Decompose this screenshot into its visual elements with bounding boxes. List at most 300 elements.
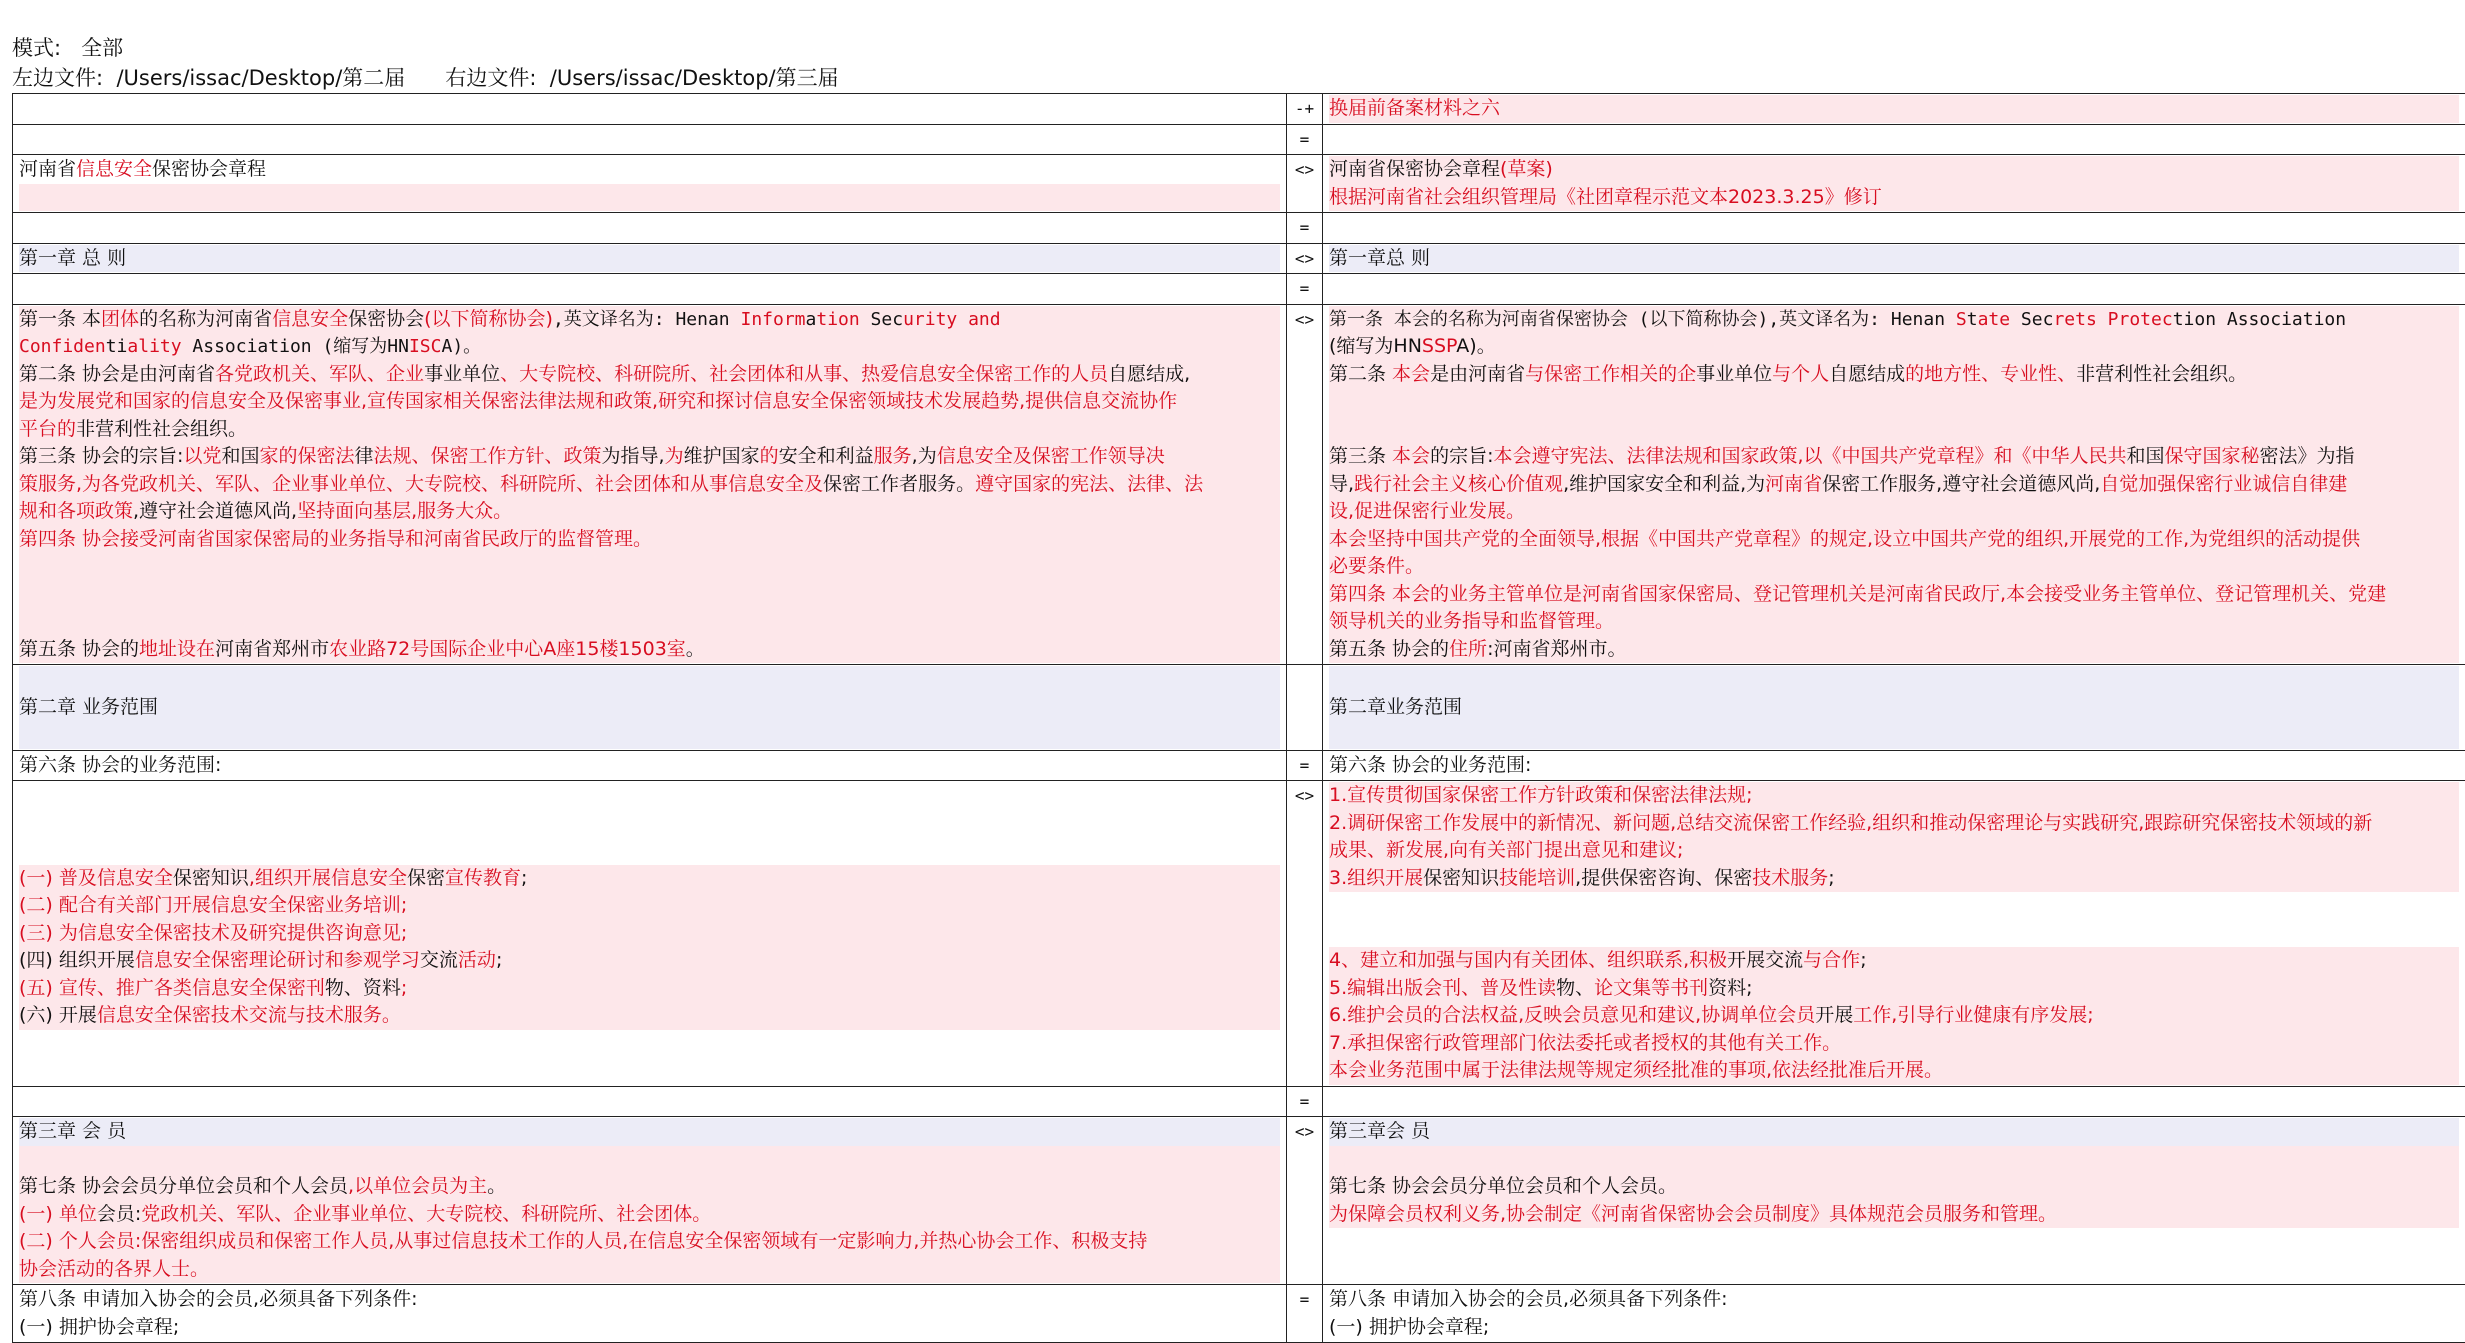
changed-text: 3.组织开展: [1329, 867, 1423, 889]
text-segment: 会员:: [97, 1203, 141, 1225]
left-line: [19, 666, 1280, 694]
text-segment: 第三条 协会的宗旨:: [19, 445, 183, 467]
left-line: [19, 975, 1280, 1003]
right-cell: [1323, 274, 2465, 305]
text-segment: 第一条 本会的名称为河南省保密协会 (以下简称协会),英文译名为: Henan: [1329, 309, 1956, 330]
changed-text: 本会遵守宪法、法律法规和国家政策,以《中国共产党章程》和《中华人民共: [1493, 445, 2126, 467]
changed-text: 规和各项政策: [19, 500, 133, 522]
text-segment: 保密工作服务,遵守社会道德风尚,: [1822, 473, 2100, 495]
changed-text: 信息安全保密理论研讨和参观学习: [135, 949, 420, 971]
changed-text: 协会活动的各界人士。: [19, 1258, 209, 1280]
changed-text: 与合作: [1803, 949, 1860, 971]
text-segment: (缩写为HN: [1329, 335, 1422, 357]
changed-text: 工作,引导行业健康有序发展;: [1853, 1004, 2093, 1026]
left-line: [19, 782, 1280, 810]
changed-text: 4、建立和加强与国内有关团体、组织: [1329, 949, 1645, 971]
left-line: [19, 526, 1280, 554]
text-segment: 第七条 协会会员分单位会员和个人会员。: [1329, 1175, 1677, 1197]
right-line: [1329, 837, 2459, 865]
text-segment: a: [806, 309, 817, 330]
text-segment: 保密知识: [1423, 867, 1499, 889]
changed-text: 技能培训: [1499, 867, 1575, 889]
diff-marker[interactable]: <>: [1287, 781, 1323, 1087]
changed-text: 党政机关、军队、企业事业单位、大专院校、科研院所、社会团体。: [141, 1203, 711, 1225]
text-segment: 第三章会 员: [1329, 1120, 1430, 1142]
right-line: [1329, 752, 2459, 780]
left-line: [19, 1030, 1280, 1058]
right-cell: [1323, 781, 2465, 1087]
diff-row[interactable]: [13, 155, 2465, 213]
left-cell: [13, 1086, 1287, 1117]
text-segment: t: [1967, 309, 1978, 330]
right-line: [1329, 126, 2459, 154]
text-segment: (一) 拥护协会章程;: [1329, 1316, 1489, 1338]
changed-text: 住所: [1449, 638, 1487, 660]
right-line: [1329, 892, 2459, 920]
left-line: [19, 498, 1280, 526]
diff-row[interactable]: [13, 1117, 2465, 1285]
file-paths-header: [12, 62, 839, 92]
left-line: [19, 443, 1280, 471]
left-line: [19, 416, 1280, 444]
right-cell: [1323, 1285, 2465, 1343]
right-line: [1329, 498, 2459, 526]
right-cell: [1323, 124, 2465, 155]
right-cell: [1323, 304, 2465, 665]
right-cell: [1323, 1086, 2465, 1117]
left-line: [19, 608, 1280, 636]
mode-label: 模式:: [12, 36, 61, 60]
left-line: [19, 306, 1280, 334]
text-segment: 安全和利益: [779, 445, 874, 467]
right-line: [1329, 1146, 2459, 1174]
right-cell: [1323, 155, 2465, 213]
right-line: [1329, 553, 2459, 581]
text-segment: 自愿结成,: [1108, 363, 1190, 385]
text-segment: Sec: [860, 309, 903, 330]
text-segment: 事业单位: [1696, 363, 1772, 385]
left-cell: [13, 155, 1287, 213]
text-segment: 密法》为指: [2260, 445, 2355, 467]
text-segment: 和国: [2127, 445, 2165, 467]
changed-text: ,积极: [1683, 949, 1727, 971]
text-segment: 第二章 业务范围: [19, 696, 158, 718]
changed-text: 本会: [1392, 363, 1430, 385]
right-line: [1329, 810, 2459, 838]
left-line: [19, 1002, 1280, 1030]
text-segment: ,维护国家安全和利益,为: [1563, 473, 1765, 495]
left-line: [19, 471, 1280, 499]
left-line: [19, 636, 1280, 664]
changed-text: (草案): [1500, 158, 1553, 180]
changed-text: S: [1956, 309, 1967, 330]
text-segment: 第二条: [1329, 363, 1392, 385]
diff-row[interactable]: [13, 665, 2465, 751]
changed-text: 信息安全保密技术交流与技术服务。: [97, 1004, 401, 1026]
text-segment: 律: [355, 445, 374, 467]
text-segment: Association (缩写为HN: [182, 336, 409, 357]
right-line: [1329, 1201, 2459, 1229]
right-line: [1329, 214, 2459, 242]
changed-text: 家的保密法: [259, 445, 354, 467]
changed-text: 第四条 本会的业务主管单位是河南省国家保密局、登记管理机关是河南省民政厅,本会接受业务主管单位、登记管理机关、党建: [1329, 583, 2386, 605]
changed-text: 信息安全: [272, 308, 348, 330]
text-segment: 第七条 协会会员分单位会员和个人会员: [19, 1175, 348, 1197]
text-segment: 自愿结成: [1829, 363, 1905, 385]
changed-text: 宣传教育: [445, 867, 521, 889]
right-line: [1329, 156, 2459, 184]
left-line: [19, 95, 1280, 123]
right-line: [1329, 471, 2459, 499]
diff-marker[interactable]: <>: [1287, 243, 1323, 274]
diff-row[interactable]: [13, 274, 2465, 305]
changed-text: ;: [401, 977, 407, 999]
changed-text: 保守国家秘: [2165, 445, 2260, 467]
text-segment: tion: [2173, 309, 2216, 330]
text-segment: 物、: [1556, 977, 1594, 999]
text-segment: 第一章 总 则: [19, 247, 126, 269]
diff-row[interactable]: [13, 781, 2465, 1087]
left-file-path: /Users/issac/Desktop/第二届: [116, 66, 405, 90]
text-segment: 第六条 协会的业务范围:: [1329, 754, 1531, 776]
changed-text: 信息安全: [76, 158, 152, 180]
diff-row[interactable]: [13, 213, 2465, 244]
right-line: [1329, 416, 2459, 444]
left-cell: [13, 1285, 1287, 1343]
left-line: [19, 214, 1280, 242]
changed-text: 必要条件。: [1329, 555, 1424, 577]
changed-text: 践行社会主义核心价值观: [1354, 473, 1563, 495]
changed-text: 策服务,为各党政机关、军队、企业事业单位、大专院校、科研院所、社会团体和从事信息安全及: [19, 473, 823, 495]
left-line: [19, 1228, 1280, 1256]
diff-marker[interactable]: <>: [1287, 1117, 1323, 1285]
changed-text: 为: [665, 445, 684, 467]
text-segment: A)。: [1456, 335, 1495, 357]
left-line: [19, 1146, 1280, 1174]
text-segment: 为指导,: [602, 445, 665, 467]
left-cell: [13, 1117, 1287, 1285]
text-segment: 是由河南省: [1430, 363, 1525, 385]
changed-text: 地址设在: [139, 638, 215, 660]
changed-text: 、大专院校、科研院所、社会团体和从事、热爱信息安全保密工作的人员: [500, 363, 1108, 385]
text-segment: 交流: [420, 949, 458, 971]
changed-text: (以下简称协会): [424, 308, 553, 330]
left-cell: [13, 750, 1287, 781]
right-line: [1329, 184, 2459, 212]
changed-text: 6.维护会员的合法权益,反映会员意见和建议,协调单位会员: [1329, 1004, 1815, 1026]
left-cell: [13, 94, 1287, 125]
text-segment: 第三章 会 员: [19, 1120, 126, 1142]
right-line: [1329, 388, 2459, 416]
diff-marker[interactable]: -+: [1287, 94, 1323, 125]
right-file-path: /Users/issac/Desktop/第三届: [550, 66, 839, 90]
changed-text: ality: [127, 336, 181, 357]
text-segment: Association: [2216, 309, 2346, 330]
changed-text: (二) 配合有关部门开展信息安全保密业务培训;: [19, 894, 407, 916]
mode-value: 全部: [81, 36, 123, 60]
left-line: [19, 245, 1280, 273]
text-segment: 保密协会: [348, 308, 424, 330]
left-line: [19, 837, 1280, 865]
diff-table: [12, 93, 2465, 1343]
changed-text: Inform: [740, 309, 805, 330]
left-line: [19, 1286, 1280, 1314]
text-segment: ;: [1828, 867, 1834, 889]
right-line: [1329, 1228, 2459, 1256]
left-line: [19, 553, 1280, 581]
text-segment: 第一条 本: [19, 308, 101, 330]
text-segment: ,英文译名为: Henan: [553, 309, 741, 330]
changed-text: 技术服务: [1752, 867, 1828, 889]
text-segment: 第二章业务范围: [1329, 696, 1462, 718]
left-cell: [13, 243, 1287, 274]
changed-text: 7.承担保密行政管理部门依法委托或者授权的其他有关工作。: [1329, 1032, 1841, 1054]
right-line: [1329, 975, 2459, 1003]
text-segment: 第八条 申请加入协会的会员,必须具备下列条件:: [19, 1288, 417, 1310]
diff-marker[interactable]: =: [1287, 124, 1323, 155]
changed-text: 河南省: [1765, 473, 1822, 495]
text-segment: 河南省保密协会章程: [1329, 158, 1500, 180]
left-cell: [13, 274, 1287, 305]
right-line: [1329, 361, 2459, 389]
diff-marker[interactable]: =: [1287, 213, 1323, 244]
text-segment: 保密知识: [173, 867, 249, 889]
text-segment: ;: [496, 949, 502, 971]
changed-text: 坚持面向基层,服务大众。: [297, 500, 512, 522]
left-cell: [13, 665, 1287, 751]
right-line: [1329, 1030, 2459, 1058]
changed-text: 成果、新发展,向有关部门提出意见和建议;: [1329, 839, 1683, 861]
left-line: [19, 1057, 1280, 1085]
changed-text: Protec: [2108, 309, 2173, 330]
text-segment: 。: [686, 638, 705, 660]
right-line: [1329, 581, 2459, 609]
left-line: [19, 333, 1280, 361]
left-line: [19, 156, 1280, 184]
text-segment: 第八条 申请加入协会的会员,必须具备下列条件:: [1329, 1288, 1727, 1310]
left-line: [19, 1256, 1280, 1284]
text-segment: 维护国家: [684, 445, 760, 467]
text-segment: (六) 开展: [19, 1004, 97, 1026]
text-segment: 事业单位: [424, 363, 500, 385]
diff-row[interactable]: [13, 1285, 2465, 1343]
changed-text: 与个人: [1772, 363, 1829, 385]
text-segment: (四): [19, 949, 59, 971]
right-line: [1329, 526, 2459, 554]
text-segment: ti: [106, 336, 128, 357]
text-segment: 第六条 协会的业务范围:: [19, 754, 221, 776]
right-cell: [1323, 94, 2465, 125]
changed-text: rets: [2053, 309, 2096, 330]
left-file-label: 左边文件:: [12, 66, 103, 90]
diff-marker[interactable]: <>: [1287, 155, 1323, 213]
text-segment: 非营利性社会组织。: [76, 418, 247, 440]
changed-text: tion: [816, 309, 859, 330]
text-segment: 保密: [407, 867, 445, 889]
left-line: [19, 920, 1280, 948]
left-line: [19, 275, 1280, 303]
left-cell: [13, 781, 1287, 1087]
right-line: [1329, 1173, 2459, 1201]
text-segment: ;: [1860, 949, 1866, 971]
right-line: [1329, 694, 2459, 722]
left-line: [19, 947, 1280, 975]
changed-text: 是为发展党和国家的信息安全及保密事业,宣传国家相关保密法律法规和政策,研究和探讨信息安全保密领域技术发展趋势,提供信息交流协作: [19, 390, 1177, 412]
text-segment: 和国: [221, 445, 259, 467]
text-segment: 第五条 协会的: [19, 638, 139, 660]
changed-text: (一) 单位: [19, 1203, 97, 1225]
changed-text: 活动: [458, 949, 496, 971]
diff-marker[interactable]: =: [1287, 1285, 1323, 1343]
text-segment: 的名称为河南省: [139, 308, 272, 330]
left-line: [19, 721, 1280, 749]
diff-row[interactable]: [13, 1086, 2465, 1117]
right-line: [1329, 782, 2459, 810]
changed-text: 2.调研保密工作发展中的新情况、新问题,总结交流保密工作经验,组织和推动保密理论与实践研究,跟踪研究保密技术领域的新: [1329, 812, 2372, 834]
right-line: [1329, 95, 2459, 123]
changed-text: ,以单位会员为主: [348, 1175, 487, 1197]
text-segment: 导,: [1329, 473, 1354, 495]
right-line: [1329, 608, 2459, 636]
diff-row[interactable]: [13, 750, 2465, 781]
changed-text: 本会业务范围中属于法律法规等规定须经批准的事项,依法经批准后开展。: [1329, 1059, 1943, 1081]
left-line: [19, 694, 1280, 722]
changed-text: 遵守国家的宪法、法律、法: [975, 473, 1203, 495]
left-cell: [13, 124, 1287, 155]
right-cell: [1323, 750, 2465, 781]
changed-text: 各党政机关、军队、企业: [215, 363, 424, 385]
diff-row[interactable]: [13, 124, 2465, 155]
changed-text: SSP: [1422, 335, 1456, 357]
text-segment: 组织开展: [59, 949, 135, 971]
right-line: [1329, 1118, 2459, 1146]
text-segment: 的宗旨:: [1430, 445, 1493, 467]
right-line: [1329, 1314, 2459, 1342]
right-line: [1329, 306, 2459, 334]
right-line: [1329, 636, 2459, 664]
left-line: [19, 126, 1280, 154]
diff-row[interactable]: [13, 94, 2465, 125]
left-cell: [13, 213, 1287, 244]
text-segment: ,遵守社会道德风尚,: [133, 500, 297, 522]
diff-marker[interactable]: =: [1287, 1086, 1323, 1117]
changed-text: 信息安全: [97, 867, 173, 889]
diff-row[interactable]: [13, 304, 2465, 665]
diff-marker[interactable]: =: [1287, 274, 1323, 305]
text-segment: [2097, 309, 2108, 330]
changed-text: (二) 个人会员:保密组织成员和保密工作人员,从事过信息技术工作的人员,在信息安全保密领域有一定影响力,并热心协会工作、积极支持: [19, 1230, 1147, 1252]
changed-text: ate: [1978, 309, 2011, 330]
changed-text: 的: [760, 445, 779, 467]
changed-text: 领导机关的业务指导和监督管理。: [1329, 610, 1614, 632]
right-line: [1329, 721, 2459, 749]
text-segment: 非营利性社会组织。: [2076, 363, 2247, 385]
changed-text: 为保障会员权利义务,协会制定《河南省保密协会会员制度》具体规范会员服务和管理。: [1329, 1203, 2057, 1225]
right-line: [1329, 1057, 2459, 1085]
changed-text: 设,促进保密行业发展。: [1329, 500, 1525, 522]
right-line: [1329, 666, 2459, 694]
text-segment: 第一章总 则: [1329, 247, 1430, 269]
right-line: [1329, 245, 2459, 273]
text-segment: 资料;: [1708, 977, 1752, 999]
changed-text: ,组织开展信息安全: [249, 867, 407, 889]
right-line: [1329, 275, 2459, 303]
right-cell: [1323, 665, 2465, 751]
left-line: [19, 1118, 1280, 1146]
changed-text: 第四条 协会接受河南省国家保密局的业务指导和河南省民政厅的监督管理。: [19, 528, 652, 550]
changed-text: 团体: [101, 308, 139, 330]
text-segment: 。: [487, 1175, 506, 1197]
left-line: [19, 1201, 1280, 1229]
right-cell: [1323, 1117, 2465, 1285]
left-line: [19, 752, 1280, 780]
right-line: [1329, 1256, 2459, 1284]
changed-text: (一) 普及: [19, 867, 97, 889]
changed-text: 自觉加强保密行业诚信自律建: [2100, 473, 2347, 495]
changed-text: 平台的: [19, 418, 76, 440]
right-line: [1329, 920, 2459, 948]
text-segment: ;: [521, 867, 527, 889]
right-line: [1329, 947, 2459, 975]
changed-text: urity and: [903, 309, 1001, 330]
right-cell: [1323, 213, 2465, 244]
changed-text: (三) 为信息安全保密技术及研究提供咨询意见;: [19, 922, 407, 944]
right-line: [1329, 443, 2459, 471]
right-file-label: 右边文件:: [445, 66, 536, 90]
changed-text: 1.宣传贯彻国家保密工作方针政策和保密法律法规;: [1329, 784, 1753, 806]
text-segment: 保密协会章程: [152, 158, 266, 180]
text-segment: 开展: [1815, 1004, 1853, 1026]
left-line: [19, 184, 1280, 212]
left-line: [19, 892, 1280, 920]
changed-text: 根据河南省社会组织管理局《社团章程示范文本2023.3.25》修订: [1329, 186, 1882, 208]
left-line: [19, 1314, 1280, 1342]
left-line: [19, 810, 1280, 838]
changed-text: Confiden: [19, 336, 106, 357]
text-segment: 服务。: [918, 473, 975, 495]
changed-text: ISC: [409, 336, 442, 357]
text-segment: 第二条 协会是由河南省: [19, 363, 215, 385]
text-segment: ,提供保密咨询、保密: [1575, 867, 1752, 889]
changed-text: 农业路72号国际企业中心A座15楼1503室: [329, 638, 686, 660]
text-segment: 物、资料: [325, 977, 401, 999]
changed-text: 法规、保密工作方针、政策: [374, 445, 602, 467]
changed-text: 5.编辑出版会刊、普及性读: [1329, 977, 1556, 999]
right-line: [1329, 1286, 2459, 1314]
right-line: [1329, 865, 2459, 893]
text-segment: 开展交流: [1727, 949, 1803, 971]
text-segment: 保密工作者: [823, 473, 918, 495]
left-line: [19, 388, 1280, 416]
mode-header: [12, 32, 123, 62]
diff-marker[interactable]: =: [1287, 750, 1323, 781]
changed-text: 论文集等书刊: [1594, 977, 1708, 999]
changed-text: 与保密工作相关的企: [1525, 363, 1696, 385]
diff-row[interactable]: [13, 243, 2465, 274]
changed-text: 本会坚持中国共产党的全面领导,根据《中国共产党章程》的规定,设立中国共产党的组织,开展党的工作,为党组织的活动提供: [1329, 528, 2360, 550]
right-line: [1329, 333, 2459, 361]
left-line: [19, 865, 1280, 893]
text-segment: (一) 拥护协会章程;: [19, 1316, 179, 1338]
right-line: [1329, 1088, 2459, 1116]
diff-marker[interactable]: <>: [1287, 304, 1323, 665]
changed-text: 联系: [1645, 949, 1683, 971]
changed-text: 换届前备案材料之六: [1329, 97, 1500, 119]
left-line: [19, 581, 1280, 609]
left-line: [19, 361, 1280, 389]
diff-marker[interactable]: [1287, 665, 1323, 751]
changed-text: (五) 宣传、推广各类信息安全保密刊: [19, 977, 325, 999]
